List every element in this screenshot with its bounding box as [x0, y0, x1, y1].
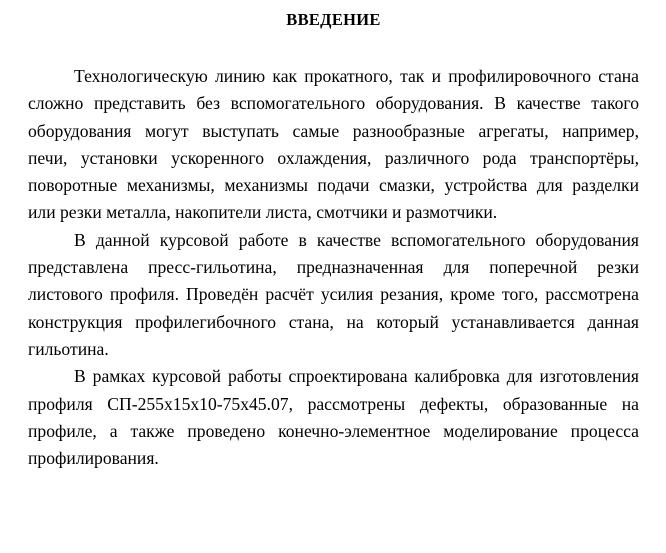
text-line: листового профиля. Проведён расчёт усилия резания, кроме того, рассмотрена: [28, 284, 639, 305]
text-line: гильотина.: [28, 338, 109, 359]
text-line: или резки металла, накопители листа, смотчики и размотчики.: [28, 202, 498, 223]
document-body: [28, 63, 639, 472]
text-line: Технологическую линию как прокатного, так и профилировочного стана: [74, 66, 639, 86]
paragraph-2: [28, 227, 639, 363]
text-line: поворотные механизмы, механизмы подачи смазки, устройства для разделки: [28, 175, 639, 196]
text-line: профиля СП-255х15х10-75х45.07, рассмотрены дефекты, образованные на: [28, 393, 639, 414]
text-line: профилирования.: [28, 448, 159, 469]
text-line: печи, установки ускоренного охлаждения, различного рода транспортёры,: [28, 147, 639, 168]
text-line: представлена пресс-гильотина, предназначенная для поперечной резки: [28, 257, 639, 278]
text-line: В данной курсовой работе в качестве вспомогательного оборудования: [74, 229, 639, 250]
paragraph-3: [28, 363, 639, 472]
text-line: профиле, а также проведено конечно-элементное моделирование процесса: [28, 420, 639, 441]
text-line: оборудования могут выступать самые разнообразные агрегаты, например,: [28, 120, 639, 141]
document-title: ВВЕДЕНИЕ: [286, 10, 381, 29]
text-line: В рамках курсовой работы спроектирована калибровка для изготовления: [74, 366, 639, 387]
text-line: конструкция профилегибочного стана, на который устанавливается данная: [28, 311, 639, 332]
paragraph-1: [28, 63, 639, 227]
text-line: сложно представить без вспомогательного оборудования. В качестве такого: [28, 93, 639, 114]
